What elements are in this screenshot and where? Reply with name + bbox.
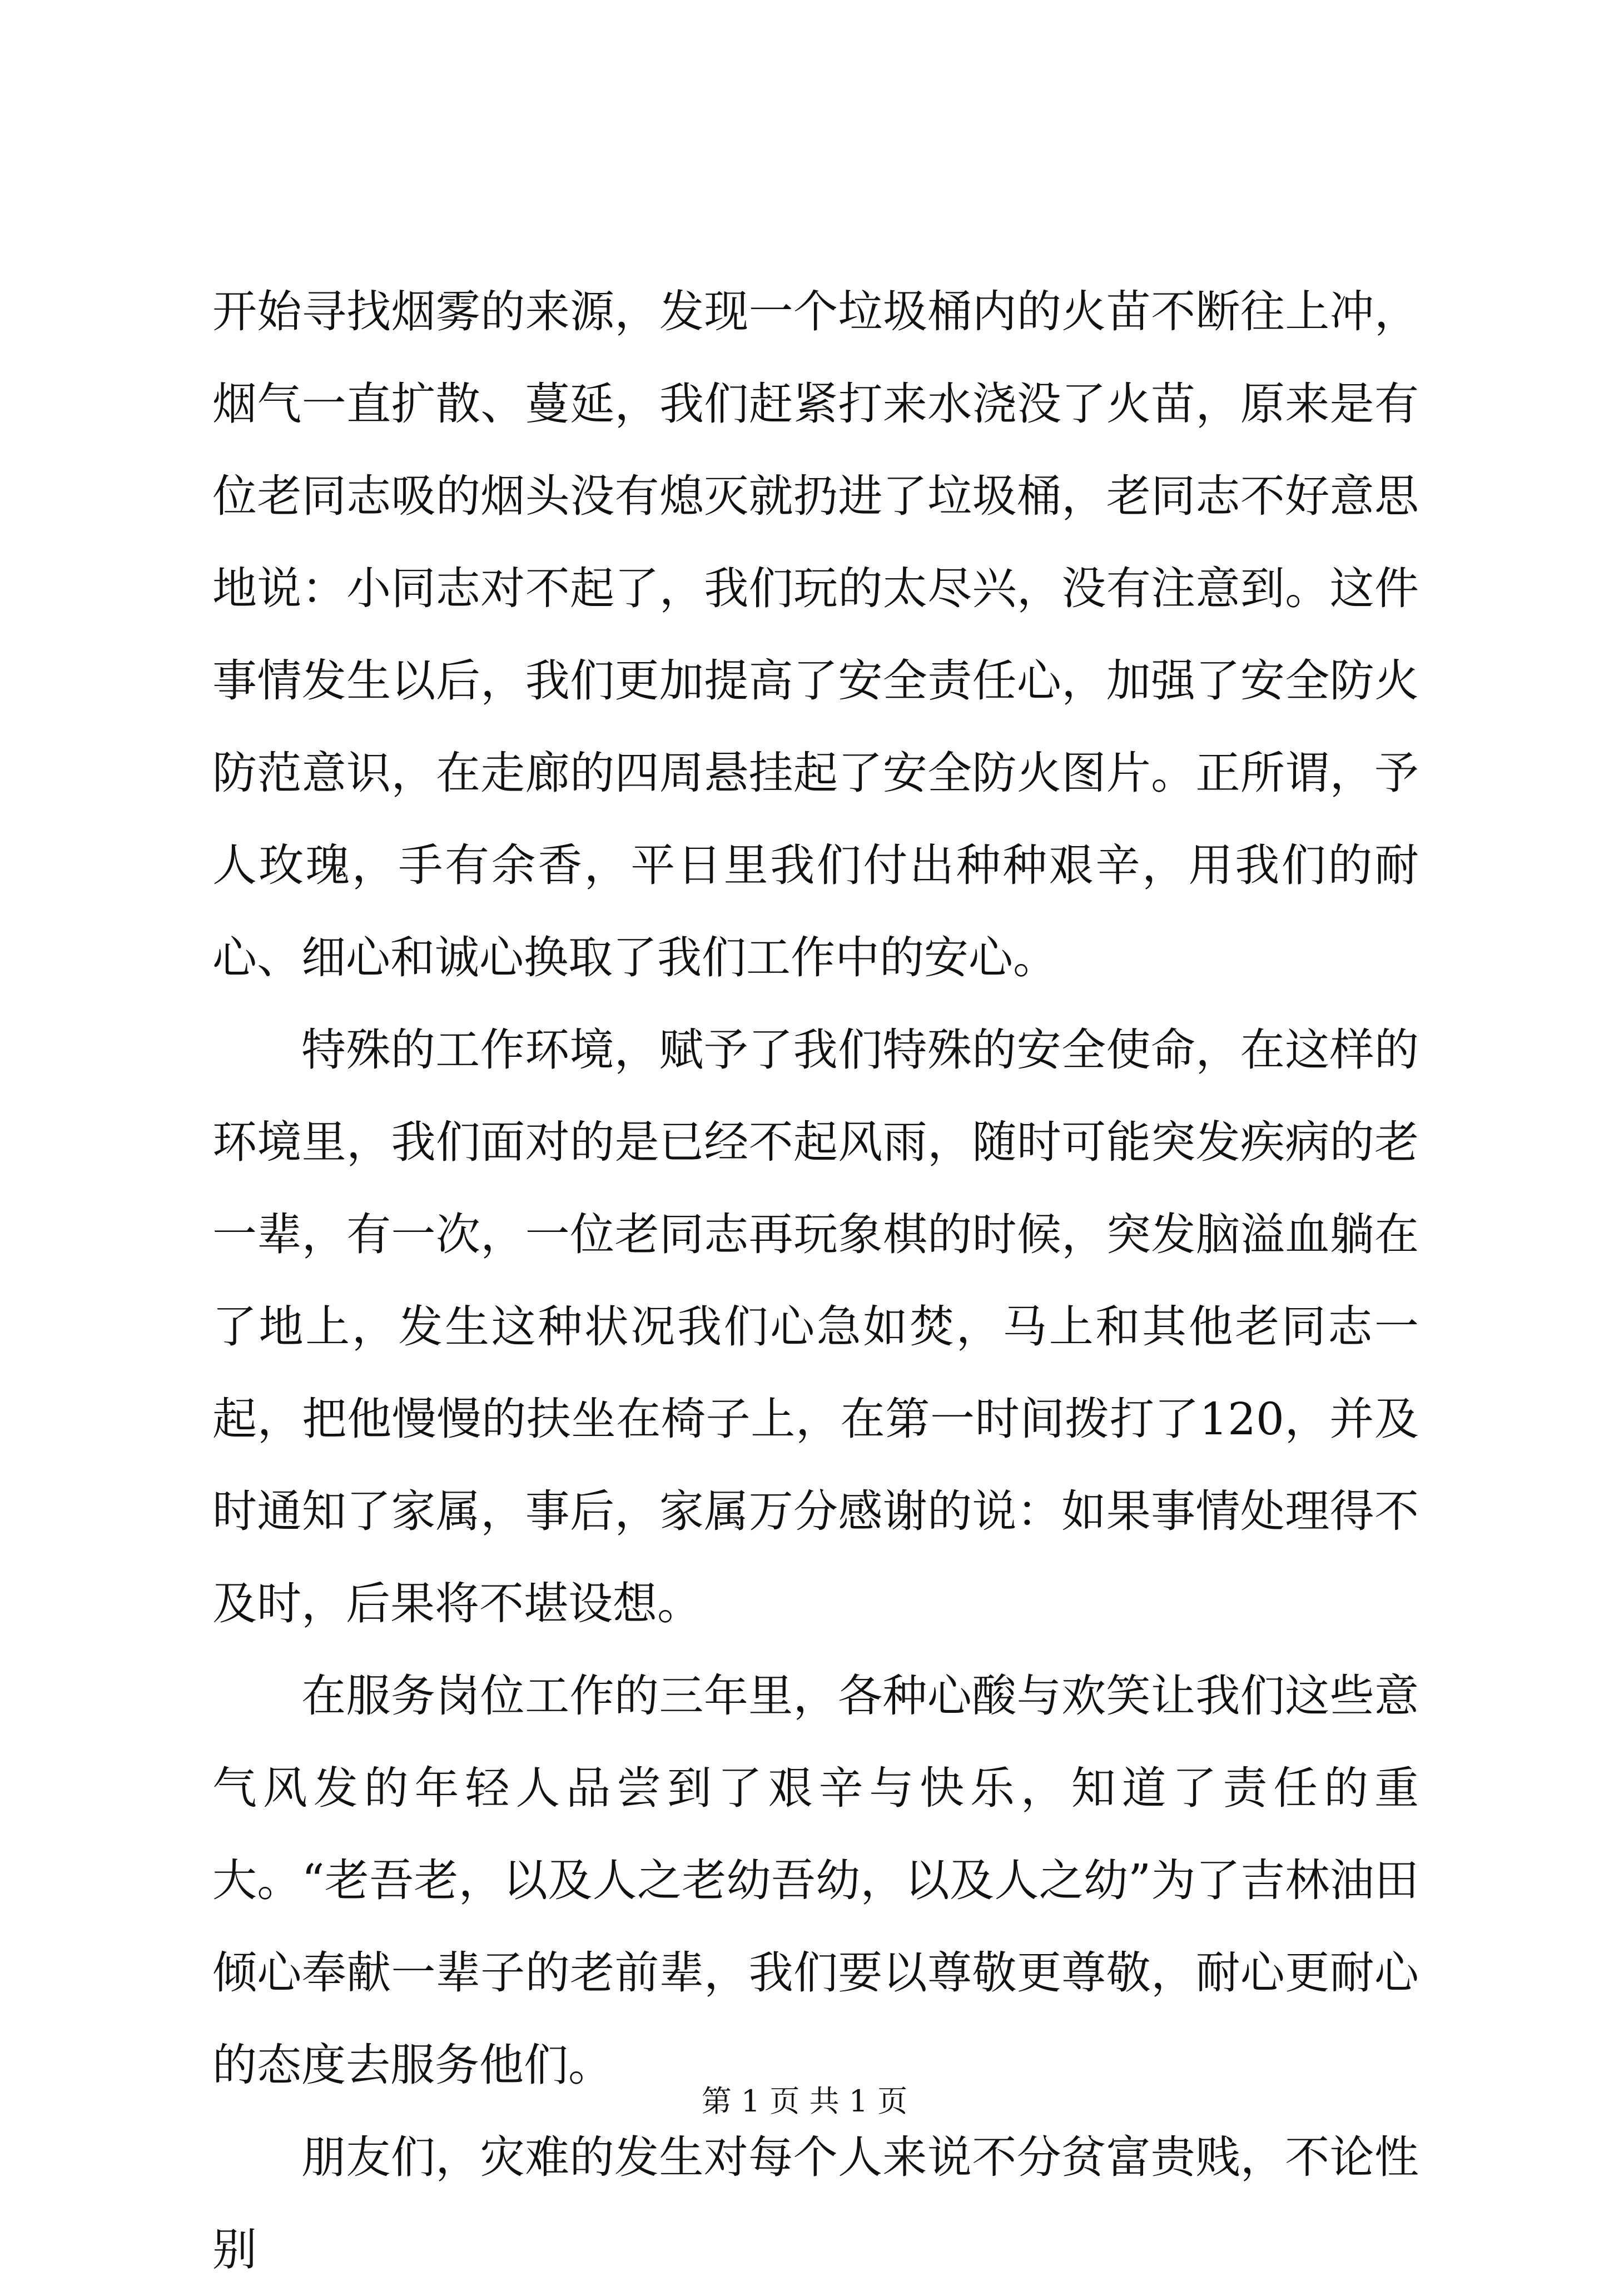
paragraph-3: 在服务岗位工作的三年里，各种心酸与欢笑让我们这些意气风发的年轻人品尝到了艰辛与快乐，知道了责任的重大。“老吾老，以及人之老幼吾幼，以及人之幼”为了吉林油田倾心奉献一辈子的老前辈，我们要以尊敬更尊敬，耐心更耐心的态度去服务他们。	[212, 1670, 1419, 2091]
page-footer: 第 1 页 共 1 页	[701, 2084, 908, 2119]
body-text	[212, 266, 1419, 2296]
paragraph-1: 开始寻找烟雾的来源，发现一个垃圾桶内的火苗不断往上冲，烟气一直扩散、蔓延，我们赶紧打来水浇没了火苗，原来是有位老同志吸的烟头没有熄灭就扔进了垃圾桶，老同志不好意思地说：小同志对不起了，我们玩的太尽兴，没有注意到。这件事情发生以后，我们更加提高了安全责任心，加强了安全防火防范意识，在走廊的四周悬挂起了安全防火图片。正所谓，予人玫瑰，手有余香，平日里我们付出种种艰辛，用我们的耐心、细心和诚心换取了我们工作中的安心。	[212, 286, 1419, 983]
paragraph-2: 特殊的工作环境，赋予了我们特殊的安全使命，在这样的环境里，我们面对的是已经不起风雨，随时可能突发疾病的老一辈，有一次，一位老同志再玩象棋的时候，突发脑溢血躺在了地上，发生这种状况我们心急如焚，马上和其他老同志一起，把他慢慢的扶坐在椅子上，在第一时间拨打了120，并及时通知了家属，事后，家属万分感谢的说：如果事情处理得不及时，后果将不堪设想。	[212, 1024, 1419, 1629]
paragraph-4: 朋友们，灾难的发生对每个人来说不分贫富贵贱，不论性别	[212, 2131, 1419, 2275]
